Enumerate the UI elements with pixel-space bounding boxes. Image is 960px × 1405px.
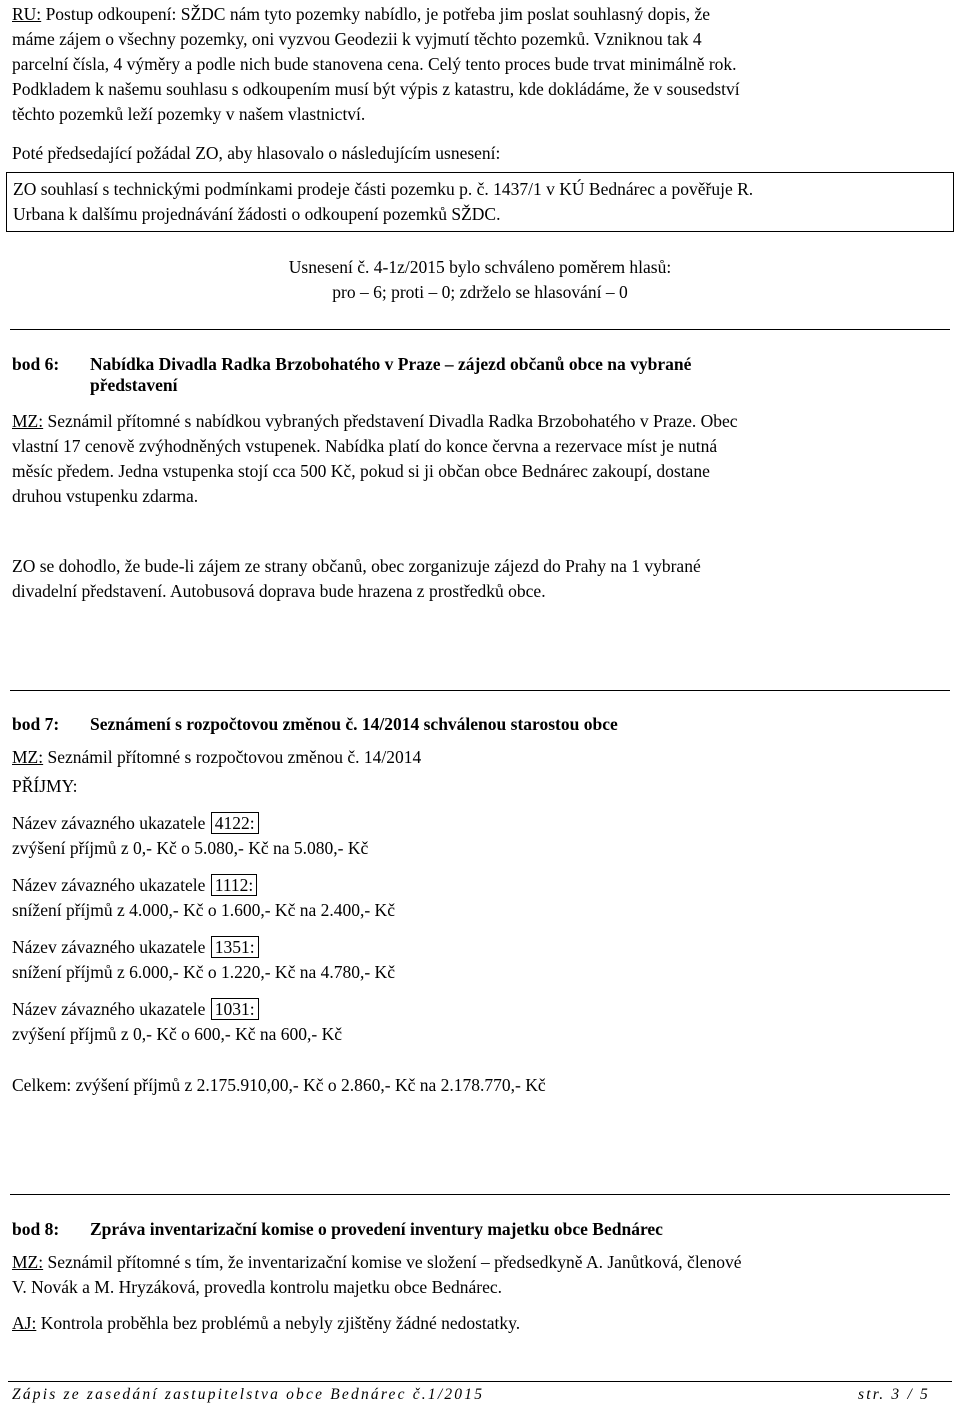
resolution-box bbox=[6, 172, 954, 232]
indicator-detail: snížení příjmů z 4.000,- Kč o 1.600,- Kč na 2.400,- Kč bbox=[12, 900, 395, 920]
indicator-label: Název závazného ukazatele bbox=[12, 937, 206, 957]
budget-item bbox=[12, 935, 948, 985]
bod-6-zo-line-1: ZO se dohodlo, že bude-li zájem ze strany občanů, obec zorganizuje zájezd do Prahy na 1 vybrané bbox=[12, 556, 701, 576]
page-number: str. 3 / 5 bbox=[858, 1386, 930, 1403]
bod-6-title bbox=[90, 354, 948, 396]
prijmy-label: PŘÍJMY: bbox=[12, 776, 78, 796]
budget-total: Celkem: zvýšení příjmů z 2.175.910,00,- Kč o 2.860,- Kč na 2.178.770,- Kč bbox=[12, 1075, 546, 1095]
indicator-code: 1351: bbox=[211, 936, 259, 958]
ru-line-3: parcelní čísla, 4 výměry a podle nich bude stanovena cena. Celý tento proces bude trvat minimálně rok. bbox=[12, 54, 737, 74]
indicator-detail: zvýšení příjmů z 0,- Kč o 600,- Kč na 600,- Kč bbox=[12, 1024, 342, 1044]
bod-8-heading bbox=[12, 1219, 948, 1240]
indicator-label: Název závazného ukazatele bbox=[12, 999, 206, 1019]
bod-8-mz bbox=[12, 1250, 948, 1300]
divider bbox=[10, 690, 950, 691]
ru-paragraph bbox=[12, 2, 948, 127]
vote-result-line-2: pro – 6; proti – 0; zdrželo se hlasování – 0 bbox=[332, 282, 628, 302]
bod-6-mz-line-4: druhou vstupenku zdarma. bbox=[12, 486, 199, 506]
page-footer bbox=[12, 1386, 930, 1404]
bod-6-title-line-1: Nabídka Divadla Radka Brzobohatého v Praze – zájezd občanů obce na vybrané bbox=[90, 354, 692, 374]
indicator-code: 1031: bbox=[211, 998, 259, 1020]
resolution-line-1: ZO souhlasí s technickými podmínkami prodeje části pozemku p. č. 1437/1 v KÚ Bednárec a pověřuje R. bbox=[13, 179, 754, 199]
vote-result bbox=[12, 255, 948, 305]
bod-6-zo-line-2: divadelní představení. Autobusová doprava bude hrazena z prostředků obce. bbox=[12, 581, 546, 601]
indicator-label: Název závazného ukazatele bbox=[12, 813, 206, 833]
budget-item bbox=[12, 873, 948, 923]
footer-title: Zápis ze zasedání zastupitelstva obce Bednárec č.1/2015 bbox=[12, 1386, 485, 1403]
bod-7-mz-text: Seznámil přítomné s rozpočtovou změnou č. 14/2014 bbox=[43, 747, 422, 767]
bod-8-mz-line-1: Seznámil přítomné s tím, že inventarizační komise ve složení – předsedkyně A. Janůtková, členové bbox=[43, 1252, 742, 1272]
bod-7-number: bod 7: bbox=[12, 714, 60, 734]
bod-6-heading bbox=[12, 354, 948, 396]
indicator-detail: zvýšení příjmů z 0,- Kč o 5.080,- Kč na 5.080,- Kč bbox=[12, 838, 369, 858]
bod-6-mz-line-3: měsíc předem. Jedna vstupenka stojí cca 500 Kč, pokud si ji občan obce Bednárec zakoupí, dostane bbox=[12, 461, 710, 481]
mz-label: MZ: bbox=[12, 747, 44, 767]
indicator-code: 1112: bbox=[211, 874, 258, 896]
bod-6-title-line-2: představení bbox=[90, 375, 178, 395]
bod-6-mz-line-2: vlastní 17 cenově zvýhodněných vstupenek. Nabídka platí do konce června a rezervace míst je nutná bbox=[12, 436, 718, 456]
ru-line-4: Podkladem k našemu souhlasu s odkoupením musí být výpis z katastru, kde dokládáme, že v sousedství bbox=[12, 79, 740, 99]
bod-8-aj-text: Kontrola proběhla bez problémů a nebyly zjištěny žádné nedostatky. bbox=[36, 1313, 521, 1333]
bod-6-section bbox=[12, 354, 948, 604]
bod-7-section bbox=[12, 714, 948, 1098]
budget-item bbox=[12, 997, 948, 1047]
budget-item bbox=[12, 811, 948, 861]
resolution-line-2: Urbana k dalšímu projednávání žádosti o odkoupení pozemků SŽDC. bbox=[13, 204, 501, 224]
indicator-code: 4122: bbox=[211, 812, 259, 834]
mz-label: MZ: bbox=[12, 1252, 44, 1272]
divider bbox=[10, 1194, 950, 1195]
bod-7-title: Seznámení s rozpočtovou změnou č. 14/2014 schválenou starostou obce bbox=[90, 714, 618, 734]
footer-divider bbox=[8, 1381, 952, 1382]
vote-intro: Poté předsedající požádal ZO, aby hlasovalo o následujícím usnesení: bbox=[12, 143, 501, 163]
divider bbox=[10, 329, 950, 330]
ru-line-1: Postup odkoupení: SŽDC nám tyto pozemky nabídlo, je potřeba jim poslat souhlasný dopis, že bbox=[41, 4, 711, 24]
mz-label: MZ: bbox=[12, 411, 44, 431]
ru-line-2: máme zájem o všechny pozemky, oni vyzvou Geodezii k vyjmutí těchto pozemků. Vzniknou tak 4 bbox=[12, 29, 702, 49]
bod-8-number: bod 8: bbox=[12, 1219, 60, 1239]
ru-label: RU: bbox=[12, 4, 42, 24]
indicator-label: Název závazného ukazatele bbox=[12, 875, 206, 895]
bod-6-mz-line-1: Seznámil přítomné s nabídkou vybraných představení Divadla Radka Brzobohatého v Praze. Obec bbox=[43, 411, 738, 431]
vote-result-line-1: Usnesení č. 4-1z/2015 bylo schváleno poměrem hlasů: bbox=[288, 257, 672, 277]
ru-line-5: těchto pozemků leží pozemky v našem vlastnictví. bbox=[12, 104, 366, 124]
bod-7-heading bbox=[12, 714, 948, 735]
bod-8-mz-line-2: V. Novák a M. Hryzáková, provedla kontrolu majetku obce Bednárec. bbox=[12, 1277, 503, 1297]
bod-8-title: Zpráva inventarizační komise o provedení inventury majetku obce Bednárec bbox=[90, 1219, 663, 1239]
indicator-detail: snížení příjmů z 6.000,- Kč o 1.220,- Kč na 4.780,- Kč bbox=[12, 962, 395, 982]
bod-6-mz bbox=[12, 409, 948, 509]
bod-6-number: bod 6: bbox=[12, 354, 60, 374]
bod-8-section bbox=[12, 1219, 948, 1336]
bod-6-zo bbox=[12, 554, 948, 604]
aj-label: AJ: bbox=[12, 1313, 37, 1333]
